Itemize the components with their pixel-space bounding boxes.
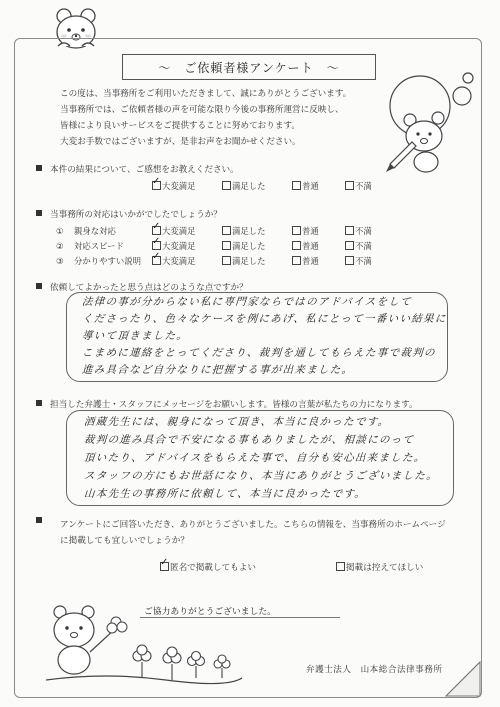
q2-row-3: ③ 分かりやすい説明 ✓ 大変満足 満足した 普通 不満: [56, 255, 396, 267]
thanks-underline: [140, 617, 340, 618]
firm-name: 弁護士法人 山本総合法律事務所: [306, 665, 443, 675]
q2-row-2-option-0[interactable]: ✓ 大変満足: [152, 240, 196, 252]
question-result: 本件の結果について、ご感想をお教えください。: [36, 163, 239, 175]
q1-option-3[interactable]: 不満: [345, 180, 372, 192]
checkbox-icon[interactable]: [222, 256, 231, 265]
square-bullet-icon: [36, 517, 42, 523]
square-bullet-icon: [36, 165, 42, 171]
checkbox-icon[interactable]: [292, 181, 301, 190]
checked-checkbox-icon[interactable]: [160, 562, 169, 571]
answer-line: 法律の事が分からない私に専門家ならではのアドバイスをして: [81, 296, 413, 308]
q1-option-0[interactable]: ✓大変満足: [152, 180, 196, 192]
checkbox-icon[interactable]: [292, 241, 301, 250]
q1-options: [152, 180, 392, 192]
q2-row-2-option-3[interactable]: 不満: [345, 240, 372, 252]
q2-row-1-option-1[interactable]: 満足した: [222, 225, 266, 237]
checkbox-icon[interactable]: [292, 226, 301, 235]
answer-line: 山本先生の事務所に依頼して、本当に良かったです。: [83, 488, 367, 500]
survey-title: ～ ご依頼者様アンケート ～: [122, 54, 376, 80]
checkbox-icon[interactable]: [345, 241, 354, 250]
folded-corner-decoration: [444, 660, 482, 698]
checkbox-icon[interactable]: [336, 562, 345, 571]
square-bullet-icon: [36, 210, 42, 216]
consent-text: アンケートにご回答いただき、ありがとうございました。こちらの情報を、当事務所のホームページ に掲載しても宜しいでしょうか？: [60, 520, 446, 546]
thanks-message: ご協力ありがとうございました。: [144, 607, 276, 617]
q2-row-2-option-1[interactable]: 満足した: [222, 240, 266, 252]
q2-row-1-option-0[interactable]: ✓ 大変満足: [152, 225, 196, 237]
q2-row-2-option-2[interactable]: 普通: [292, 240, 319, 252]
q2-row-1-option-2[interactable]: 普通: [292, 225, 319, 237]
answer-line: スタッフの方にもお世話になり、本当にありがとうございました。: [83, 470, 439, 482]
answer-line: 頂いたり、アドバイスをもらえた事で、自分も安心出来ました。: [83, 452, 427, 464]
q2-row-3-option-0[interactable]: ✓ 大変満足: [152, 255, 196, 267]
checked-checkbox-icon[interactable]: [152, 256, 161, 265]
intro-text: この度は、当事務所をご利用いただきまして、誠にありがとうございます。 当事務所では、ご依頼者様の声を可能な限り今後の事務所運営に反映し、 皆様により良いサービスをご提供することに努めております。 大変お手数ではございますが、是非お声をお聞かせください。: [60, 89, 352, 147]
q2-row-1: ① 親身な対応 ✓ 大変満足 満足した 普通 不満: [56, 225, 396, 237]
consent-option-allow[interactable]: ✓匿名で掲載してもよい: [160, 561, 256, 573]
checkbox-icon[interactable]: [222, 241, 231, 250]
answer-line: 酒蔵先生には、親身になって頂き、本当に良かったです。: [83, 416, 390, 428]
checked-checkbox-icon[interactable]: [152, 181, 161, 190]
q2-row-2: ② 対応スピード ✓ 大変満足 満足した 普通 不満: [56, 240, 396, 252]
checked-checkbox-icon[interactable]: [152, 241, 161, 250]
checkbox-icon[interactable]: [345, 226, 354, 235]
answer-line: こまめに連絡をとってくださり、裁判を通してもらえた事で裁判の: [81, 347, 437, 359]
checkbox-icon[interactable]: [222, 181, 231, 190]
answer-line: 進み具合など自分なりに把握する事が出来ました。: [81, 364, 354, 376]
checkbox-icon[interactable]: [222, 226, 231, 235]
square-bullet-icon: [36, 400, 42, 406]
answer-line: くださったり、色々なケースを例にあげ、私にとって一番いい結果に: [81, 313, 448, 325]
question-service: 当事務所の対応はいかがでしたでしょうか？: [36, 208, 222, 220]
q2-row-3-option-3[interactable]: 不満: [345, 255, 372, 267]
answer-line: 導いて頂きました。: [81, 330, 189, 342]
q1-option-2[interactable]: 普通: [292, 180, 319, 192]
checkbox-icon[interactable]: [345, 181, 354, 190]
answer-line: 裁判の進み具合で不安になる事もありましたが、相談にのって: [83, 434, 415, 446]
square-bullet-icon: [36, 283, 42, 289]
q2-row-3-option-1[interactable]: 満足した: [222, 255, 266, 267]
consent-bullet: [36, 517, 50, 527]
question-message: 担当した弁護士・スタッフにメッセージをお願いします。皆様の言葉が私たちの力になります。: [36, 398, 418, 410]
q2-row-1-option-3[interactable]: 不満: [345, 225, 372, 237]
q1-option-1[interactable]: 満足した: [222, 180, 266, 192]
question-good-points: 依頼してよかったと思う点はどのような点ですか？: [36, 281, 248, 293]
checkbox-icon[interactable]: [292, 256, 301, 265]
checkbox-icon[interactable]: [345, 256, 354, 265]
q2-row-3-option-2[interactable]: 普通: [292, 255, 319, 267]
checked-checkbox-icon[interactable]: [152, 226, 161, 235]
consent-option-decline[interactable]: 掲載は控えてほしい: [336, 561, 423, 573]
